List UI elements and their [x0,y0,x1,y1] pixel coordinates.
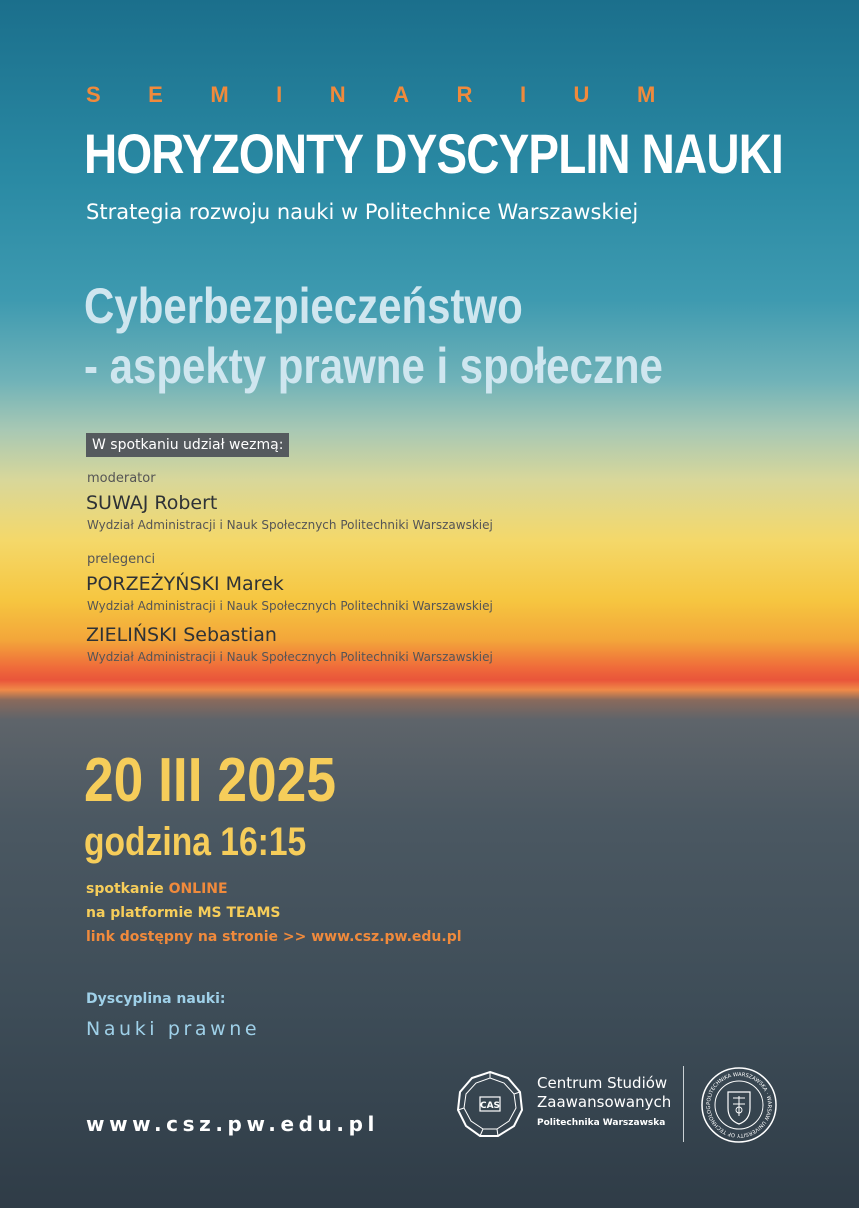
moderator-label: moderator [87,471,156,486]
discipline-value: Nauki prawne [86,1018,261,1040]
event-time: godzina 16:15 [84,820,307,864]
discipline-label: Dyscyplina nauki: [86,991,226,1007]
centre-name-line2: Zaawansowanych [537,1093,672,1111]
event-date: 20 III 2025 [84,746,337,815]
footer-divider [683,1066,684,1142]
seminar-label: SEMINARIUM [86,82,703,107]
meeting-mode: ONLINE [168,881,228,897]
cas-logo-icon [456,1070,524,1138]
speaker-name: ZIELIŃSKI Sebastian [86,624,277,646]
university-seal-icon [700,1066,778,1144]
seal-text: POLITECHNIKA WARSZAWSKA · WARSAW UNIVERSITY OF TECHNOLOG [705,1071,773,1139]
speakers-label: prelegenci [87,552,156,567]
speaker-name: PORZEŻYŃSKI Marek [86,573,284,595]
seminar-subtitle: Strategia rozwoju nauki w Politechnice Warszawskiej [86,200,639,224]
meeting-platform: na platformie MS TEAMS [86,905,281,921]
seminar-title: HORYZONTY DYSCYPLIN NAUKI [84,122,783,185]
website-link[interactable]: www.csz.pw.edu.pl [86,1112,379,1136]
speaker-affiliation: Wydział Administracji i Nauk Społecznych Politechniki Warszawskiej [87,650,493,664]
cas-logo-text: CAS [479,1101,501,1111]
meeting-link[interactable]: link dostępny na stronie >> www.csz.pw.edu.pl [86,929,462,945]
meeting-prefix: spotkanie [86,881,169,897]
centre-university: Politechnika Warszawska [537,1118,666,1128]
centre-name-line1: Centrum Studiów [537,1074,668,1092]
moderator-name: SUWAJ Robert [86,492,218,514]
moderator-affiliation: Wydział Administracji i Nauk Społecznych Politechniki Warszawskiej [87,518,493,532]
topic-line-1: Cyberbezpieczeństwo [84,278,523,334]
topic-line-2: - aspekty prawne i społeczne [84,338,663,394]
meeting-mode-line [86,881,228,897]
speaker-affiliation: Wydział Administracji i Nauk Społecznych Politechniki Warszawskiej [87,599,493,613]
participants-badge: W spotkaniu udział wezmą: [86,433,289,457]
centre-name [537,1074,671,1112]
